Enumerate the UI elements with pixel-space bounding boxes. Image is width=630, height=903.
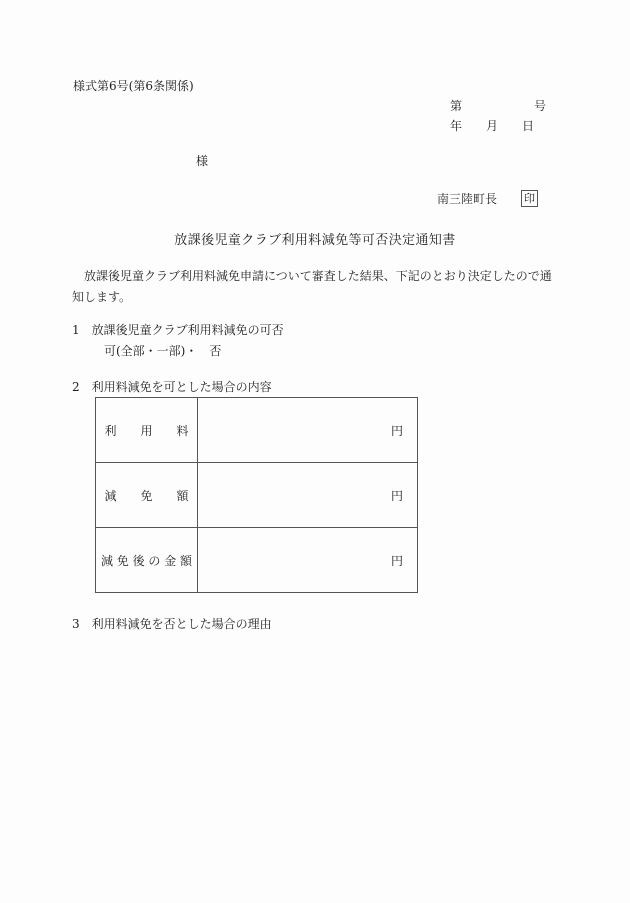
body-text-line-2: 知します。 (72, 290, 132, 304)
currency-unit: 円 (390, 488, 403, 503)
form-number: 様式第6号(第6条関係) (73, 79, 194, 93)
table-row (96, 528, 418, 593)
row-value-usage-fee (198, 398, 418, 463)
table-row (96, 463, 418, 528)
row-label-amount-after-reduction: 減 免 後 の 金 額 (96, 528, 198, 593)
section-1-options: 可(全部・一部)・ 否 (104, 344, 222, 358)
row-value-reduction-amount (198, 463, 418, 528)
issuer-name: 南三陸町長 (437, 192, 498, 206)
section-3-heading: 3 利用料減免を否とした場合の理由 (72, 617, 272, 631)
currency-unit: 円 (390, 553, 403, 568)
row-label-reduction-amount: 減 免 額 (96, 463, 198, 528)
document-date-field: 年 月 日 (450, 119, 535, 133)
fee-reduction-table (95, 397, 418, 593)
row-value-amount-after-reduction (198, 528, 418, 593)
addressee-honorific: 様 (196, 154, 209, 168)
seal-stamp-box: 印 (521, 190, 538, 207)
table-row (96, 398, 418, 463)
currency-unit: 円 (390, 423, 403, 438)
page-title: 放課後児童クラブ利用料減免等可否決定通知書 (174, 233, 456, 248)
document-number-field: 第 号 (450, 99, 547, 113)
row-label-usage-fee: 利 用 料 (96, 398, 198, 463)
body-text-line-1: 放課後児童クラブ利用料減免申請について審査した結果、下記のとおり決定したので通 (72, 269, 552, 283)
section-2-heading: 2 利用料減免を可とした場合の内容 (72, 380, 272, 394)
section-1-heading: 1 放課後児童クラブ利用料減免の可否 (72, 323, 284, 337)
